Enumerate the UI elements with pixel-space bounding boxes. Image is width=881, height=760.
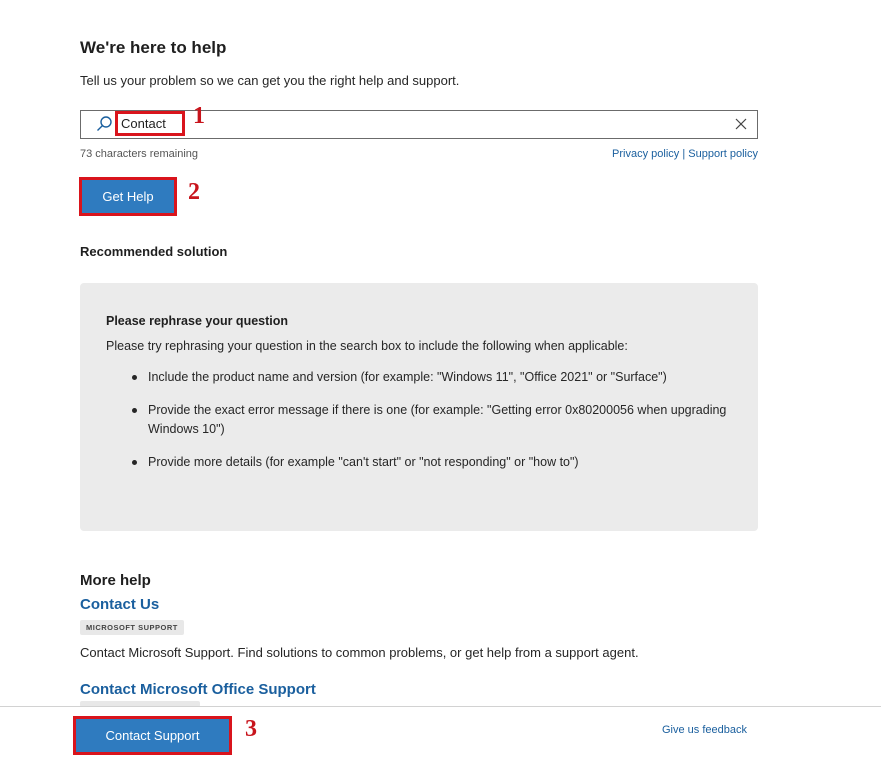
list-item: Provide the exact error message if there is one (for example: "Getting error 0x80200056 when upgrading Windows 10") xyxy=(128,401,728,439)
policy-separator: | xyxy=(682,148,686,160)
give-feedback-link[interactable]: Give us feedback xyxy=(662,724,747,736)
contact-description: Contact Microsoft Support. Find solutions to common problems, or get help from a support agent. xyxy=(80,645,639,660)
contact-us-link[interactable]: Contact Us xyxy=(80,596,160,613)
callout-3: 3 xyxy=(245,716,257,742)
page-title: We're here to help xyxy=(80,38,227,57)
solution-title: Please rephrase your question xyxy=(106,314,289,328)
more-help-heading: More help xyxy=(80,572,151,589)
solution-list xyxy=(128,368,728,486)
callout-2: 2 xyxy=(188,179,200,205)
contact-office-support-link[interactable]: Contact Microsoft Office Support xyxy=(80,681,316,698)
recommended-heading: Recommended solution xyxy=(80,244,228,259)
search-icon xyxy=(95,115,113,133)
close-icon[interactable] xyxy=(732,115,750,133)
microsoft-support-badge: MICROSOFT SUPPORT xyxy=(80,620,184,635)
list-item: Provide more details (for example "can't start" or "not responding" or "how to") xyxy=(128,453,728,472)
support-policy-link[interactable]: Support policy xyxy=(688,148,758,160)
get-help-button[interactable]: Get Help xyxy=(79,177,177,216)
page-subtitle: Tell us your problem so we can get you the right help and support. xyxy=(80,73,460,88)
characters-remaining: 73 characters remaining xyxy=(80,148,199,160)
policy-links xyxy=(588,148,758,160)
search-value[interactable]: Contact xyxy=(115,111,185,136)
callout-1: 1 xyxy=(193,103,205,129)
privacy-policy-link[interactable]: Privacy policy xyxy=(612,148,680,160)
contact-support-button[interactable]: Contact Support xyxy=(73,716,232,755)
solution-intro: Please try rephrasing your question in the search box to include the following when applicable: xyxy=(106,339,628,353)
list-item: Include the product name and version (for example: "Windows 11", "Office 2021" or "Surface") xyxy=(128,368,728,387)
